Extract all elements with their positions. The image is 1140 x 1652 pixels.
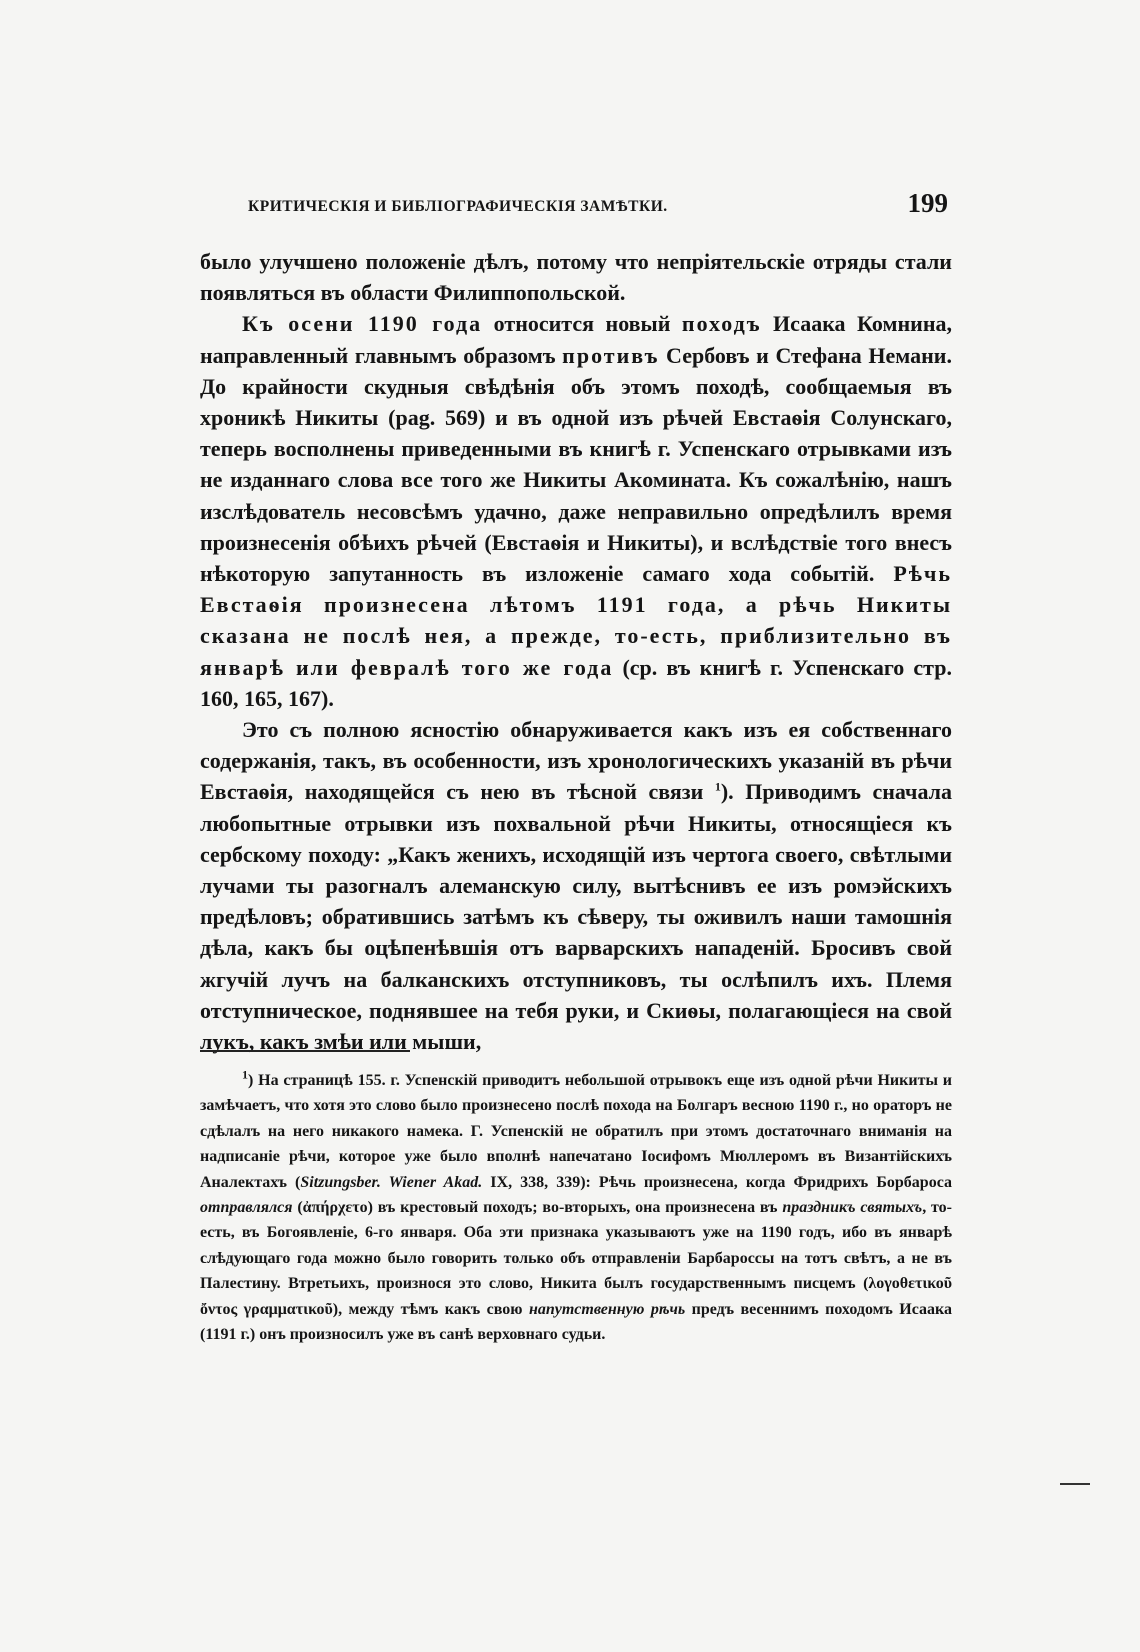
main-text	[200, 246, 952, 1057]
footnote-italic-3: праздникъ святыхъ	[782, 1199, 923, 1217]
footnote-text-1: ) На страницѣ 155. г. Успенскій приводитъ небольшой отрывокъ еще изъ одной рѣчи Никиты и замѣчаетъ, что хотя это слово было произнесено послѣ похода на Болгаръ весною 1190 г., но ораторъ не сдѣлалъ на него никакого намека. Г. Успенскій не обратилъ при этомъ достаточнаго вниманія на надписаніе рѣчи, которое уже было вполнѣ напечатано Іосифомъ Мюллеромъ въ Византійскихъ Аналектахъ (	[200, 1072, 952, 1191]
footnote-separator	[200, 1050, 410, 1052]
paragraph-3-text-b: ). Приводимъ сначала любопытные отрывки изъ похвальной рѣчи Никиты, относящіеся къ сербскому походу: „Какъ женихъ, исходящій изъ чертога своего, свѣтлыми лучами ты разогналъ алеманскую силу, вытѣснивъ ее изъ ромэйскихъ предѣловъ; обратившись затѣмъ къ сѣверу, ты оживилъ наши тамошнія дѣла, какъ бы оцѣпенѣвшія отъ варварскихъ нападеній. Бросивъ свой жгучій лучъ на балканскихъ отступниковъ, ты ослѣпилъ ихъ. Племя отступническое, поднявшее на тебя руки, и Скиѳы, полагающіеся на свой лукъ, какъ змѣи или мыши,	[200, 779, 952, 1055]
footnote-reference: 1	[714, 780, 721, 795]
edge-mark	[1060, 1483, 1090, 1485]
footnote-text-2: IX, 338, 339): Рѣчь произнесена, когда Фридрихъ Борбароса	[482, 1173, 953, 1191]
paragraph-2-lead: Къ осени 1190 года	[242, 311, 483, 337]
footnote-paragraph	[200, 1068, 952, 1347]
footnote	[200, 1068, 952, 1347]
footnote-text-3: (ἀπήρχετο) въ крестовый походъ; во-вторыхъ, она произнесена въ	[292, 1199, 783, 1217]
footnote-text-5: предъ весеннимъ походомъ Исаака (1191 г.) онъ произносилъ уже въ санѣ верховнаго судьи.	[200, 1300, 953, 1344]
paragraph-2-spaced-2: противъ	[562, 342, 660, 368]
paragraph-2-spaced-1: походъ	[681, 311, 762, 337]
footnote-italic-4: напутственную рѣчь	[528, 1300, 686, 1318]
paragraph-2-spaced-3: Рѣчь Евстаѳія произнесена лѣтомъ 1191 года, а рѣчь Никиты сказана не послѣ нея, а прежде, то-есть, приблизительно въ январѣ или февралѣ того же года	[200, 561, 952, 680]
paragraph-2-text-b: Исаака Комнина, направленный главнымъ образомъ	[200, 311, 952, 368]
paragraph-3	[200, 714, 952, 1057]
footnote-mark: 1	[242, 1067, 248, 1082]
paragraph-1-text: было улучшено положеніе дѣлъ, потому что непріятельскіе отряды стали появляться въ области Филиппопольской.	[200, 249, 952, 306]
paragraph-1	[200, 246, 952, 308]
paragraph-2-text-c: Сербовъ и Стефана Немани. До крайности скудныя свѣдѣнія объ этомъ походѣ, сообщаемыя въ хроникѣ Никиты (pag. 569) и въ одной изъ рѣчей Евстаѳія Солунскаго, теперь восполнены приведенными въ книгѣ г. Успенскаго отрывками изъ не изданнаго слова все того же Никиты Акомината. Къ сожалѣнію, нашъ изслѣдователь несовсѣмъ удачно, даже неправильно опредѣлилъ время произнесенія обѣихъ рѣчей (Евстаѳія и Никиты), и вслѣдствіе того внесъ нѣкоторую запутанность въ изложеніе самаго хода событій.	[200, 342, 952, 587]
footnote-text-4: , то-есть, въ Богоявленіе, 6-го января. Оба эти признака указываютъ уже на 1190 годъ, ибо въ январѣ слѣдующаго года можно было говорить только объ отправленіи Барбароссы на тотъ свѣтъ, а не въ Палестину. Втретьихъ, произнося это слово, Никита былъ государственнымъ писцемъ (λογοθετικοῦ ὄντος γραμματικοῦ), между тѣмъ какъ свою	[200, 1199, 953, 1318]
paragraph-3-text-a: Это съ полною ясностію обнаруживается какъ изъ ея собственнаго содержанія, такъ, въ особенности, изъ хронологическихъ указаній въ рѣчи Евстаѳія, находящейся съ нею въ тѣсной связи	[200, 717, 952, 805]
page-header	[200, 190, 952, 220]
footnote-italic-2: отправлялся	[200, 1199, 293, 1217]
paragraph-2	[200, 308, 952, 714]
paragraph-2-text-d: (ср. въ книгѣ г. Успенскаго стр. 160, 165, 167).	[200, 654, 952, 711]
page-number: 199	[907, 188, 948, 218]
footnote-italic-1: Sitzungsber. Wiener Akad.	[300, 1173, 483, 1191]
paragraph-2-text-a: относится новый	[482, 311, 682, 337]
running-head: КРИТИЧЕСКІЯ И БИБЛІОГРАФИЧЕСКІЯ ЗАМѢТКИ.	[248, 198, 668, 215]
